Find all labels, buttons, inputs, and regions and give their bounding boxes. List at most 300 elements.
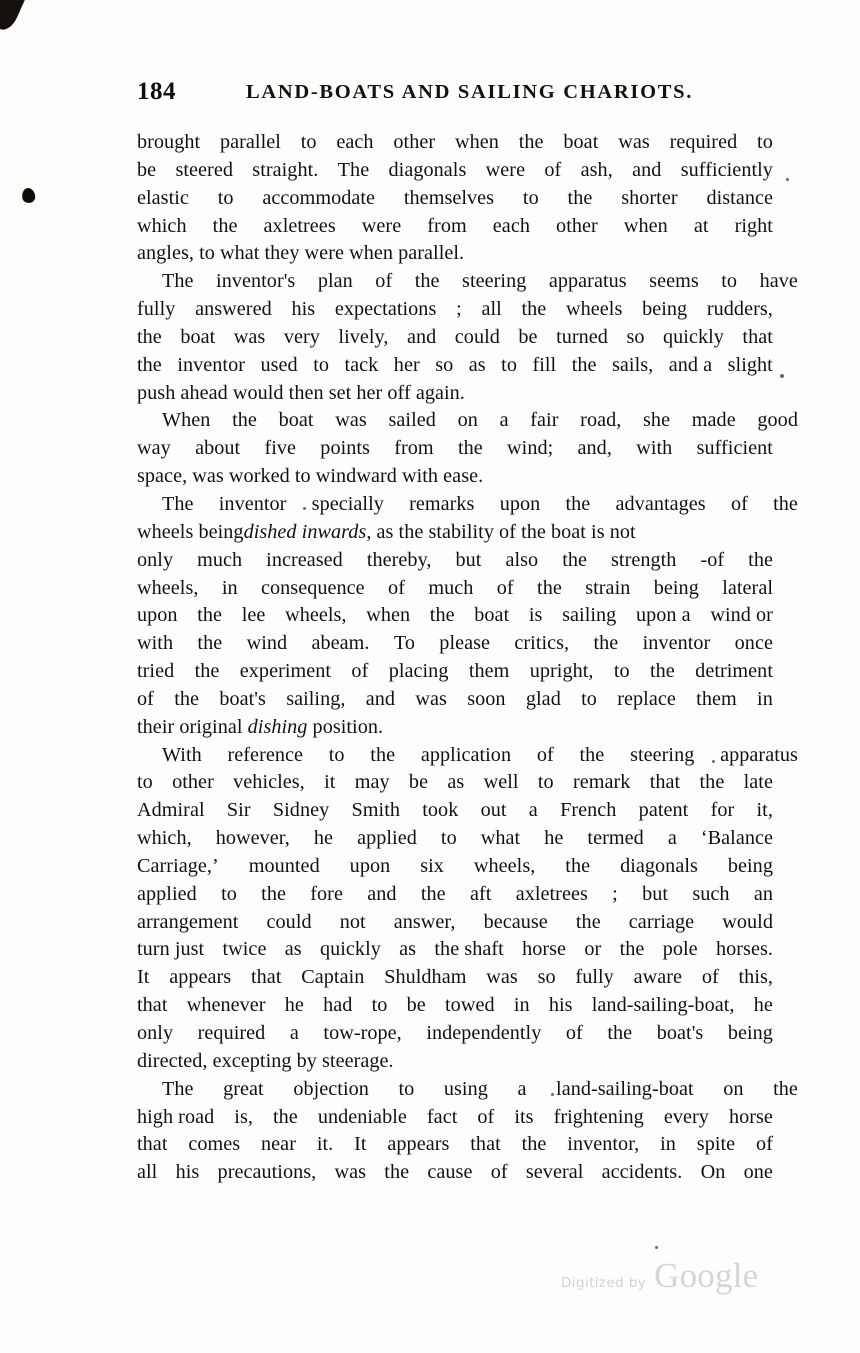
line-word: fully xyxy=(137,298,176,321)
line-word: the xyxy=(619,938,645,961)
line-word: the xyxy=(748,548,773,571)
line-word: way xyxy=(137,437,171,460)
line-word: well xyxy=(483,771,519,794)
line-text: , as the stability of the boat is not xyxy=(366,520,636,543)
line-word: precautions, xyxy=(217,1161,317,1184)
line-word: were xyxy=(361,214,402,237)
line-word: the xyxy=(565,854,591,877)
line-word: had xyxy=(323,994,353,1017)
scan-edge-artifact-icon xyxy=(0,0,28,33)
line-word: With xyxy=(162,743,202,766)
line-word: is xyxy=(528,604,543,627)
line-word: that xyxy=(251,966,282,989)
line-word: on xyxy=(723,1077,744,1100)
line-word: the xyxy=(194,660,220,683)
line-word: so xyxy=(435,353,454,376)
line-word: five xyxy=(264,437,297,460)
line-word: his xyxy=(291,298,316,321)
line-word: so xyxy=(626,325,645,348)
line-word: boat xyxy=(563,131,599,153)
text-line xyxy=(137,688,773,716)
line-word: a xyxy=(667,827,677,850)
line-word: an xyxy=(753,882,773,905)
text-line xyxy=(137,660,773,688)
line-word: The xyxy=(337,158,370,181)
line-word: axletrees xyxy=(515,882,588,905)
text-line xyxy=(137,1133,773,1161)
line-word: on xyxy=(457,409,478,432)
line-word: turned xyxy=(556,325,608,348)
line-word: be xyxy=(518,325,538,348)
line-word: road, xyxy=(580,409,622,432)
line-word: of xyxy=(565,1022,583,1044)
line-word: it xyxy=(324,771,336,794)
line-word: horses. xyxy=(715,938,773,961)
line-word: in xyxy=(660,1133,676,1156)
line-word: other xyxy=(393,131,436,153)
line-word: but xyxy=(642,882,669,905)
line-word: a xyxy=(528,799,538,822)
line-word: in xyxy=(221,576,238,599)
line-word: such xyxy=(692,882,730,905)
line-word: to xyxy=(501,353,517,376)
line-word: he xyxy=(284,994,304,1017)
text-line xyxy=(137,215,773,243)
line-word: a xyxy=(499,409,509,432)
line-word: late xyxy=(743,771,773,794)
line-word: The xyxy=(162,1077,194,1100)
line-word: not xyxy=(339,910,366,933)
line-word: boat's xyxy=(219,687,266,710)
line-word: of xyxy=(137,687,154,710)
line-word: quickly xyxy=(319,938,381,961)
line-word: accommodate xyxy=(262,186,376,209)
line-word: a xyxy=(289,1022,299,1044)
text-line xyxy=(137,492,798,521)
line-word: she xyxy=(643,409,671,432)
line-word: upon xyxy=(349,854,391,877)
line-word: plan xyxy=(317,270,353,293)
line-word: the xyxy=(261,882,286,905)
text-line xyxy=(137,883,773,911)
line-word: lee xyxy=(241,604,266,627)
line-word: was xyxy=(334,1161,367,1184)
line-word: towed xyxy=(445,994,495,1017)
line-word: the xyxy=(457,437,483,460)
line-word: Shuldham xyxy=(384,966,467,989)
line-word: of xyxy=(496,576,514,599)
line-word: the xyxy=(518,131,544,153)
text-line xyxy=(137,465,773,493)
line-word: when xyxy=(366,604,411,627)
line-word: out xyxy=(480,799,507,822)
line-word: of xyxy=(536,743,554,766)
line-word: reference xyxy=(227,743,304,766)
line-word: a xyxy=(517,1077,527,1100)
line-word: shorter xyxy=(621,186,678,209)
running-head xyxy=(0,78,860,108)
line-word: wheels xyxy=(566,298,623,321)
line-word: be xyxy=(406,994,426,1017)
line-word: right xyxy=(734,214,773,237)
text-line xyxy=(137,743,798,772)
line-word: as xyxy=(447,771,465,794)
line-word: wheels, xyxy=(137,576,199,599)
line-word: When xyxy=(162,409,211,432)
body-text-block xyxy=(137,131,798,1189)
line-word: tow-rope, xyxy=(323,1022,402,1044)
line-word: very xyxy=(283,325,320,348)
line-word: to xyxy=(613,660,630,683)
line-word: and xyxy=(365,687,396,710)
text-line xyxy=(137,187,773,215)
line-word: application xyxy=(420,743,512,766)
line-word: or xyxy=(584,938,602,961)
line-word: On xyxy=(700,1161,726,1184)
line-word: independently xyxy=(426,1022,542,1044)
line-word: in xyxy=(513,994,530,1017)
line-word: about xyxy=(195,437,241,460)
line-text: position. xyxy=(307,715,384,738)
line-word: ; xyxy=(456,298,462,321)
line-word: as xyxy=(284,938,302,961)
line-word: that xyxy=(470,1133,501,1156)
line-word: being xyxy=(727,854,773,877)
line-word: its xyxy=(514,1105,534,1128)
line-word: that xyxy=(137,1133,168,1156)
line-word: of xyxy=(388,576,405,599)
line-word: turn just xyxy=(137,938,205,961)
line-word: fill xyxy=(532,353,557,376)
text-line xyxy=(137,298,773,326)
line-word: to xyxy=(581,687,597,710)
line-word: remark xyxy=(572,771,631,794)
line-word: twice xyxy=(222,938,267,961)
line-word: with xyxy=(636,437,673,460)
line-word: Captain xyxy=(301,966,365,989)
line-word: quickly xyxy=(663,325,724,348)
line-word: The xyxy=(162,270,194,293)
line-word: was xyxy=(486,966,518,989)
line-word: being xyxy=(727,1022,773,1044)
line-word: boat xyxy=(474,604,510,627)
text-line xyxy=(137,354,773,382)
line-word: them xyxy=(696,687,737,710)
text-line xyxy=(137,994,773,1022)
line-word: seems xyxy=(649,270,699,293)
line-word: accidents. xyxy=(601,1161,683,1184)
line-word: was xyxy=(335,409,367,432)
line-word: that xyxy=(137,994,168,1017)
line-word: also xyxy=(505,548,539,571)
line-word: the xyxy=(571,353,597,376)
line-word: replace xyxy=(617,687,676,710)
line-word: other xyxy=(556,214,598,237)
line-word: slight xyxy=(727,353,773,376)
line-word: could xyxy=(266,910,312,933)
line-word: the xyxy=(370,743,396,766)
line-word: could xyxy=(454,325,500,348)
line-word: the xyxy=(137,325,162,348)
text-line xyxy=(137,1050,773,1078)
line-word: that xyxy=(742,325,773,348)
line-word: six xyxy=(420,854,444,877)
line-word: Smith xyxy=(351,799,400,822)
line-word: the xyxy=(521,1133,547,1156)
line-word: wind xyxy=(246,632,288,655)
text-line xyxy=(137,1161,773,1189)
line-word: the xyxy=(575,910,601,933)
line-word: distance xyxy=(706,186,773,209)
line-word: that xyxy=(649,771,681,794)
scan-speck-icon xyxy=(786,178,789,181)
line-word: detriment xyxy=(695,660,773,683)
line-word: patent xyxy=(638,799,689,822)
text-line xyxy=(137,549,773,577)
line-word: remarks xyxy=(409,492,475,515)
line-word: them xyxy=(468,660,510,683)
watermark-brand: Google xyxy=(654,1256,759,1295)
line-word: the xyxy=(773,1077,798,1100)
line-word: diagonals xyxy=(388,158,467,181)
line-word: elastic xyxy=(137,186,189,209)
line-text: directed, excepting by steerage. xyxy=(137,1049,394,1072)
line-word: of xyxy=(477,1105,495,1128)
line-word: experiment xyxy=(239,660,332,683)
line-word: mounted xyxy=(248,854,320,877)
line-word: thereby, xyxy=(366,548,432,571)
line-word: the xyxy=(699,771,725,794)
line-word: for xyxy=(710,799,735,822)
line-word: the shaft xyxy=(434,938,504,961)
line-word: advantages xyxy=(615,492,706,515)
line-word: critics, xyxy=(514,632,570,655)
line-word: the xyxy=(384,1161,410,1184)
line-word: one xyxy=(743,1161,773,1184)
text-line xyxy=(137,966,773,994)
line-word: to xyxy=(522,186,539,209)
line-word: only xyxy=(137,548,174,571)
line-word: much xyxy=(428,576,474,599)
text-line xyxy=(137,242,773,270)
line-word: at xyxy=(693,214,709,237)
line-word: the xyxy=(174,687,200,710)
line-word: each xyxy=(336,131,374,153)
line-word: of xyxy=(490,1161,508,1184)
line-word: to xyxy=(313,353,329,376)
line-word: to xyxy=(328,743,345,766)
line-word: steering xyxy=(630,743,695,766)
line-word: the xyxy=(565,492,591,515)
line-word: arrangement xyxy=(137,910,239,933)
line-word: horse xyxy=(728,1105,773,1128)
line-word: wind or xyxy=(710,604,773,627)
line-word: please xyxy=(439,632,491,655)
line-word: be xyxy=(137,158,157,181)
line-word: Carriage,’ xyxy=(137,854,219,877)
line-word: cause xyxy=(427,1161,473,1184)
line-word: vehicles, xyxy=(233,771,305,794)
line-word: it, xyxy=(756,799,773,822)
line-word: to xyxy=(300,131,317,153)
line-word: horse xyxy=(522,938,567,961)
line-word: carriage xyxy=(628,910,695,933)
line-word: he xyxy=(544,827,564,850)
line-word: and xyxy=(632,158,662,181)
line-word: pole xyxy=(662,938,698,961)
line-word: of xyxy=(351,660,369,683)
text-line xyxy=(137,632,773,660)
line-word: all xyxy=(481,298,502,321)
line-word: inventor xyxy=(642,632,711,655)
line-word: the xyxy=(197,632,223,655)
line-word: is, xyxy=(234,1105,253,1128)
line-word: applied xyxy=(137,882,197,905)
text-line xyxy=(137,771,773,799)
line-word: all xyxy=(137,1161,158,1184)
line-word: sufficiently xyxy=(680,158,773,181)
line-word: expectations xyxy=(334,298,437,321)
line-word: to xyxy=(221,882,237,905)
line-word: inventor xyxy=(218,492,287,515)
line-word: sailing, xyxy=(286,687,346,710)
line-word: inventor's xyxy=(216,270,296,293)
line-word: of xyxy=(701,966,719,989)
line-word: objection xyxy=(293,1077,369,1100)
line-word: ‘Balance xyxy=(700,827,773,850)
line-word: the xyxy=(579,743,605,766)
line-word: it. xyxy=(316,1133,334,1156)
line-word: when xyxy=(623,214,668,237)
line-word: It xyxy=(354,1133,367,1156)
line-word: specially xyxy=(311,492,384,515)
line-word: boat xyxy=(180,325,216,348)
line-word: rudders, xyxy=(706,298,773,321)
line-word: sailing xyxy=(562,604,617,627)
line-word: undeniable xyxy=(317,1105,407,1128)
line-word: steering xyxy=(462,270,527,293)
line-word: the xyxy=(607,1022,633,1044)
line-word: increased xyxy=(266,548,343,571)
line-word: the xyxy=(521,298,547,321)
line-word: steered xyxy=(175,158,233,181)
line-word: the xyxy=(420,882,446,905)
line-word: every xyxy=(663,1105,709,1128)
line-word: straight. xyxy=(252,158,319,181)
line-word: his xyxy=(548,994,573,1017)
line-word: parallel xyxy=(219,131,281,153)
line-word: made xyxy=(691,409,736,432)
line-word: much xyxy=(197,548,243,571)
line-word: apparatus xyxy=(720,743,798,766)
text-line xyxy=(137,1022,773,1050)
line-word: aft xyxy=(469,882,492,905)
line-word: and xyxy=(406,325,437,348)
line-word: land-sailing-boat, xyxy=(591,994,735,1017)
line-word: so xyxy=(537,966,556,989)
line-word: his xyxy=(175,1161,200,1184)
line-word: from xyxy=(427,214,467,237)
line-word: diagonals xyxy=(620,854,698,877)
line-word: he xyxy=(753,994,773,1017)
line-word: required xyxy=(669,131,738,153)
line-word: glad xyxy=(525,687,561,710)
line-word: boat xyxy=(278,409,314,432)
line-word: the xyxy=(232,409,257,432)
line-word: the xyxy=(137,353,162,376)
line-word: of xyxy=(730,492,748,515)
line-word: the xyxy=(593,632,619,655)
page-number: 184 xyxy=(137,78,176,105)
emphasis-text: dished inwards xyxy=(243,520,367,543)
line-word: sails, xyxy=(612,353,654,376)
line-word: to xyxy=(371,994,388,1017)
line-word: fully xyxy=(575,966,614,989)
line-word: -of xyxy=(700,548,725,571)
line-word: upright, xyxy=(529,660,594,683)
line-word: the xyxy=(197,604,223,627)
line-word: good xyxy=(757,409,798,432)
text-line xyxy=(137,159,773,187)
scan-speck-icon xyxy=(780,374,784,378)
text-line xyxy=(137,1106,773,1134)
line-word: the xyxy=(212,214,238,237)
line-word: French xyxy=(560,799,617,822)
line-word: to xyxy=(398,1077,415,1100)
digitized-by-google-watermark xyxy=(561,1256,758,1300)
line-word: of xyxy=(756,1133,773,1156)
margin-ink-blot-icon xyxy=(21,187,37,204)
line-word: boat's xyxy=(656,1022,704,1044)
line-word: be xyxy=(408,771,429,794)
line-word: the xyxy=(414,270,440,293)
line-word: when xyxy=(454,131,499,153)
watermark-prefix: Digitized by xyxy=(561,1275,647,1291)
emphasis-text: dishing xyxy=(247,715,308,738)
text-line xyxy=(137,799,773,827)
line-text: angles, to what they were when parallel. xyxy=(137,242,465,265)
line-word: tack xyxy=(344,353,379,376)
line-word: to xyxy=(721,270,738,293)
line-word: sailed xyxy=(388,409,436,432)
line-word: whenever xyxy=(186,994,266,1017)
line-word: It xyxy=(137,966,150,989)
line-word: upon xyxy=(137,604,178,627)
line-word: To xyxy=(393,632,415,655)
line-word: the xyxy=(562,548,588,571)
line-word: wheels, xyxy=(285,604,347,627)
line-word: which xyxy=(137,214,187,237)
line-word: to xyxy=(137,771,153,794)
line-word: which, xyxy=(137,827,192,850)
line-word: answered xyxy=(195,298,272,321)
line-word: only xyxy=(137,1022,174,1044)
line-word: ; xyxy=(612,882,618,905)
line-word: wheels, xyxy=(473,854,536,877)
line-word: Sir xyxy=(226,799,251,822)
line-word: ash, xyxy=(580,158,613,181)
line-word: answer, xyxy=(393,910,456,933)
running-head-title: LAND-BOATS AND SAILING CHARIOTS. xyxy=(246,81,694,103)
text-line xyxy=(137,938,773,966)
line-word: tried xyxy=(137,660,175,683)
line-word: other xyxy=(172,771,214,794)
text-line xyxy=(137,382,773,410)
line-word: the xyxy=(429,604,455,627)
line-word: as xyxy=(399,938,417,961)
line-word: abeam. xyxy=(311,632,370,655)
text-line xyxy=(137,521,773,549)
